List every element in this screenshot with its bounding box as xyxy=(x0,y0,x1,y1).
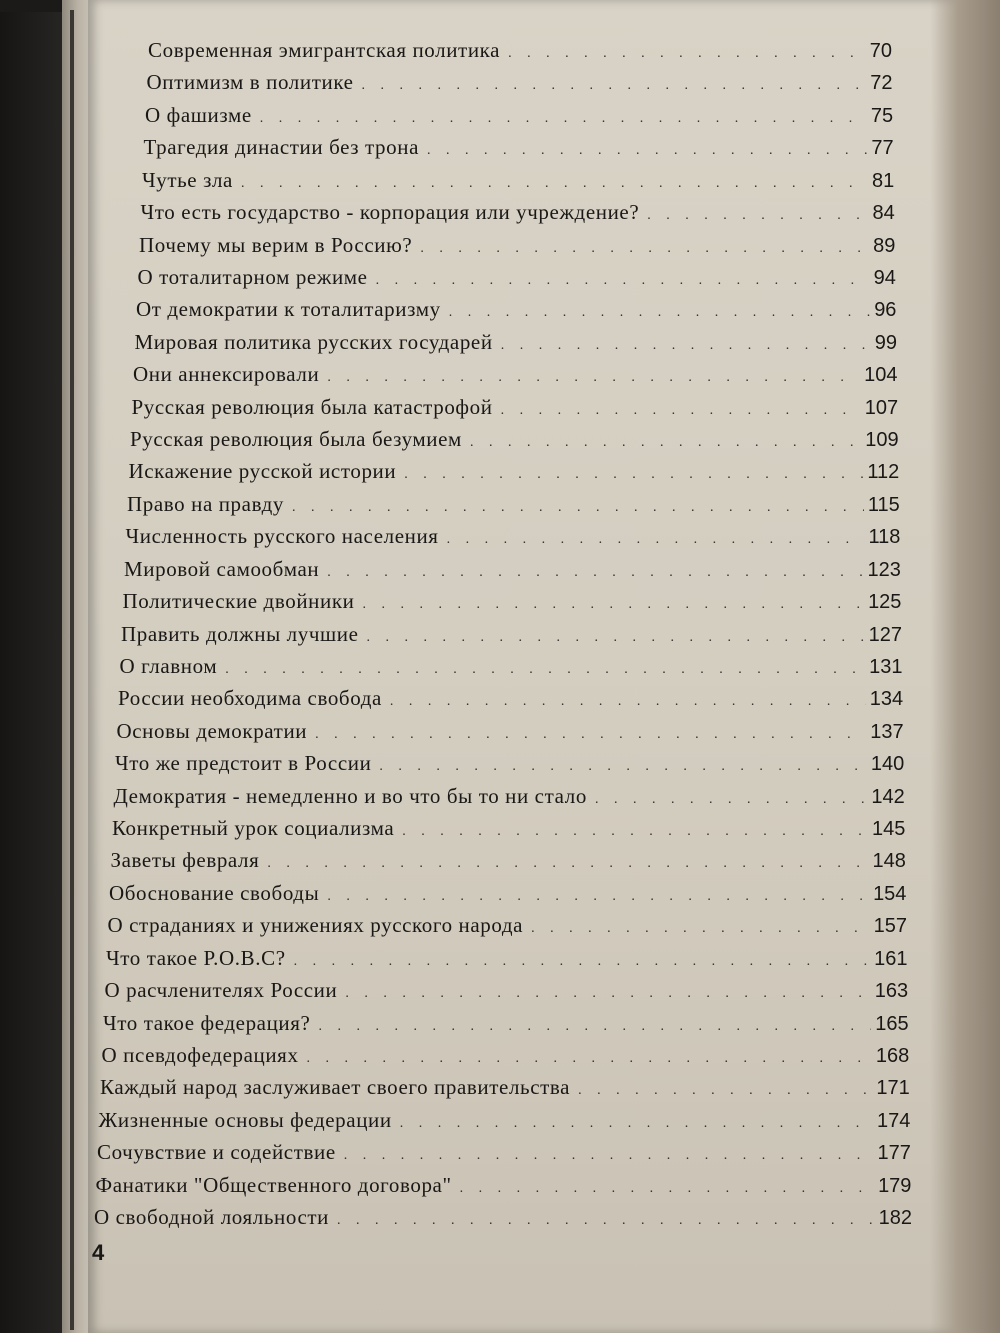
toc-entry-title: Численность русского населения xyxy=(125,524,439,549)
toc-leader-dots xyxy=(420,241,869,257)
toc-entry xyxy=(141,200,895,230)
toc-leader-dots xyxy=(367,630,865,646)
toc-entry-title: Современная эмигрантская политика xyxy=(148,38,501,62)
toc-entry-title: Трагедия династии без трона xyxy=(143,135,419,160)
toc-entry-page: 131 xyxy=(869,655,903,678)
toc-entry xyxy=(117,719,904,749)
toc-entry-page: 123 xyxy=(867,558,901,581)
toc-entry-title: Чутье зла xyxy=(142,167,233,192)
toc-leader-dots xyxy=(447,532,865,548)
toc-entry xyxy=(121,622,902,652)
toc-entry xyxy=(120,654,903,684)
toc-leader-dots xyxy=(362,78,867,94)
toc-leader-dots xyxy=(362,597,864,613)
toc-entry-title: О страданиях и унижениях русского народа xyxy=(107,913,524,938)
toc-entry-title: Заветы февраля xyxy=(110,848,260,873)
toc-entry-title: Что такое Р.О.В.С? xyxy=(106,945,286,970)
toc-entry-page: 134 xyxy=(869,688,904,711)
toc-leader-dots xyxy=(390,694,866,710)
toc-entry-page: 94 xyxy=(873,266,896,289)
toc-entry-title: Основы демократии xyxy=(116,718,308,743)
toc-entry xyxy=(99,1108,911,1138)
toc-leader-dots xyxy=(327,889,869,905)
toc-entry-page: 104 xyxy=(864,364,898,387)
toc-entry-page: 70 xyxy=(869,40,892,62)
toc-leader-dots xyxy=(327,370,860,386)
toc-entry-title: Оптимизм в политике xyxy=(146,70,354,95)
toc-entry-title: Что есть государство - корпорация или учреждение? xyxy=(140,200,640,225)
toc-entry-page: 107 xyxy=(864,396,899,419)
toc-entry xyxy=(100,1075,910,1105)
toc-entry-title: О псевдофедерациях xyxy=(101,1042,299,1067)
toc-leader-dots xyxy=(225,662,865,678)
toc-entry xyxy=(129,459,900,489)
toc-entry-page: 148 xyxy=(872,850,906,873)
toc-entry-title: Русская революция была безумием xyxy=(130,427,462,451)
toc-entry-title: Фанатики "Общественного договора" xyxy=(95,1172,452,1197)
toc-leader-dots xyxy=(449,305,871,321)
toc-leader-dots xyxy=(327,565,863,581)
toc-entry xyxy=(136,297,896,327)
toc-entry-title: О главном xyxy=(119,653,218,678)
toc-entry xyxy=(109,881,906,911)
toc-entry xyxy=(97,1140,911,1170)
toc-leader-dots xyxy=(427,143,867,159)
toc-entry-title: Каждый народ заслуживает своего правительства xyxy=(100,1075,571,1100)
toc-leader-dots xyxy=(260,111,867,127)
toc-entry-page: 96 xyxy=(874,299,897,322)
toc-entry-title: Искажение русской истории xyxy=(128,459,397,484)
toc-leader-dots xyxy=(508,46,866,62)
toc-entry-page: 161 xyxy=(874,947,908,970)
toc-leader-dots xyxy=(647,208,868,224)
toc-entry xyxy=(108,913,908,943)
toc-entry xyxy=(106,946,908,976)
toc-leader-dots xyxy=(531,921,870,937)
toc-entry-page: 142 xyxy=(871,785,905,808)
toc-entry xyxy=(105,978,909,1008)
toc-entry xyxy=(138,265,896,295)
toc-entry xyxy=(133,362,898,392)
toc-leader-dots xyxy=(470,435,861,451)
toc-leader-dots xyxy=(241,176,868,192)
toc-leader-dots xyxy=(402,824,868,840)
toc-entry-page: 127 xyxy=(868,623,902,646)
toc-entry xyxy=(115,751,904,781)
toc-entry-page: 75 xyxy=(870,104,894,127)
toc-entry-title: Демократия - немедленно и во что бы то ни стало xyxy=(113,783,587,808)
toc-leader-dots xyxy=(501,403,861,419)
toc-entry-page: 177 xyxy=(877,1142,911,1165)
toc-leader-dots xyxy=(315,727,866,743)
toc-entry-page: 125 xyxy=(868,591,902,614)
toc-leader-dots xyxy=(267,856,868,872)
toc-leader-dots xyxy=(307,1051,872,1067)
toc-entry-page: 81 xyxy=(871,169,895,192)
toc-entry-page: 165 xyxy=(875,1012,909,1035)
toc-leader-dots xyxy=(337,1213,875,1229)
toc-entry xyxy=(127,492,900,522)
toc-entry-title: Конкретный урок социализма xyxy=(112,816,395,840)
toc-entry xyxy=(147,70,893,100)
toc-entry xyxy=(94,1205,912,1235)
toc-entry xyxy=(114,784,905,814)
toc-entry-page: 157 xyxy=(873,915,907,938)
toc-entry-title: Что же предстоит в России xyxy=(115,751,372,776)
toc-entry xyxy=(135,330,898,360)
toc-entry-title: Почему мы верим в Россию? xyxy=(139,232,413,257)
toc-entry-page: 163 xyxy=(874,980,909,1003)
toc-entry-page: 168 xyxy=(875,1044,910,1067)
toc-entry-title: Русская революция была катастрофой xyxy=(131,394,493,419)
toc-entry-title: От демократии к тоталитаризму xyxy=(136,297,441,322)
toc-entry-page: 154 xyxy=(873,882,907,905)
toc-entry-title: Мировой самообман xyxy=(124,556,320,581)
toc-entry-title: О расчленителях России xyxy=(104,978,338,1003)
toc-entry-title: О фашизме xyxy=(145,102,252,127)
toc-entry-page: 182 xyxy=(878,1207,912,1229)
toc-entry-page: 171 xyxy=(876,1077,910,1100)
toc-entry xyxy=(148,38,892,68)
toc-entry xyxy=(123,589,902,619)
toc-entry-page: 140 xyxy=(870,753,905,776)
toc-leader-dots xyxy=(400,1116,873,1132)
page-number-folio: 4 xyxy=(92,1240,105,1265)
toc-entry xyxy=(145,103,893,133)
toc-leader-dots xyxy=(501,338,871,354)
toc-entry-title: Политические двойники xyxy=(122,589,355,614)
toc-entry-title: Обоснование свободы xyxy=(109,880,320,905)
toc-entry xyxy=(102,1043,910,1073)
toc-leader-dots xyxy=(292,500,864,516)
toc-leader-dots xyxy=(318,1019,871,1035)
toc-entry-title: О свободной лояльности xyxy=(94,1205,329,1229)
toc-entry-title: Править должны лучшие xyxy=(121,621,359,646)
toc-entry-title: Они аннексировали xyxy=(133,362,320,387)
toc-entry-page: 77 xyxy=(871,137,894,160)
toc-leader-dots xyxy=(578,1083,872,1099)
toc-entry-title: О тоталитарном режиме xyxy=(137,264,368,289)
toc-entry-page: 112 xyxy=(867,461,900,484)
toc-entry xyxy=(118,686,903,716)
toc-entry-page: 174 xyxy=(876,1109,911,1132)
toc-entry-page: 118 xyxy=(868,526,901,549)
toc-entry xyxy=(132,395,899,425)
toc-entry-title: России необходима свобода xyxy=(118,686,382,711)
toc-entry xyxy=(130,427,899,457)
toc-entry xyxy=(139,233,895,263)
toc-entry xyxy=(111,848,906,878)
toc-entry-page: 84 xyxy=(872,202,895,225)
toc-entry-title: Жизненные основы федерации xyxy=(98,1107,392,1132)
toc-entry xyxy=(124,557,901,587)
toc-entry xyxy=(126,524,901,554)
toc-leader-dots xyxy=(294,954,871,970)
toc-entry-page: 137 xyxy=(870,720,904,743)
toc-leader-dots xyxy=(345,986,870,1002)
toc-entry-page: 145 xyxy=(871,818,906,840)
toc-entry xyxy=(144,135,894,165)
toc-entry-page: 99 xyxy=(874,331,897,354)
toc-leader-dots xyxy=(404,467,863,483)
toc-entry-page: 115 xyxy=(867,493,900,516)
toc-entry-page: 89 xyxy=(873,234,896,257)
toc-leader-dots xyxy=(344,1148,874,1164)
toc-entry-title: Мировая политика русских государей xyxy=(134,329,493,354)
toc-leader-dots xyxy=(379,759,866,775)
toc-entry-title: Право на правду xyxy=(127,491,284,516)
toc-entry xyxy=(112,816,905,846)
toc-leader-dots xyxy=(595,792,867,808)
toc-entry-page: 109 xyxy=(865,429,899,451)
toc-entry xyxy=(103,1011,909,1041)
toc-leader-dots xyxy=(460,1181,874,1197)
toc-entry-title: Сочувствие и содействие xyxy=(97,1140,336,1165)
toc-entry-title: Что такое федерация? xyxy=(103,1010,311,1035)
toc-entry xyxy=(96,1173,912,1203)
toc-leader-dots xyxy=(376,273,870,289)
toc-entry-page: 179 xyxy=(878,1174,912,1197)
toc-entry-page: 72 xyxy=(870,72,893,95)
toc-entry xyxy=(142,168,894,198)
